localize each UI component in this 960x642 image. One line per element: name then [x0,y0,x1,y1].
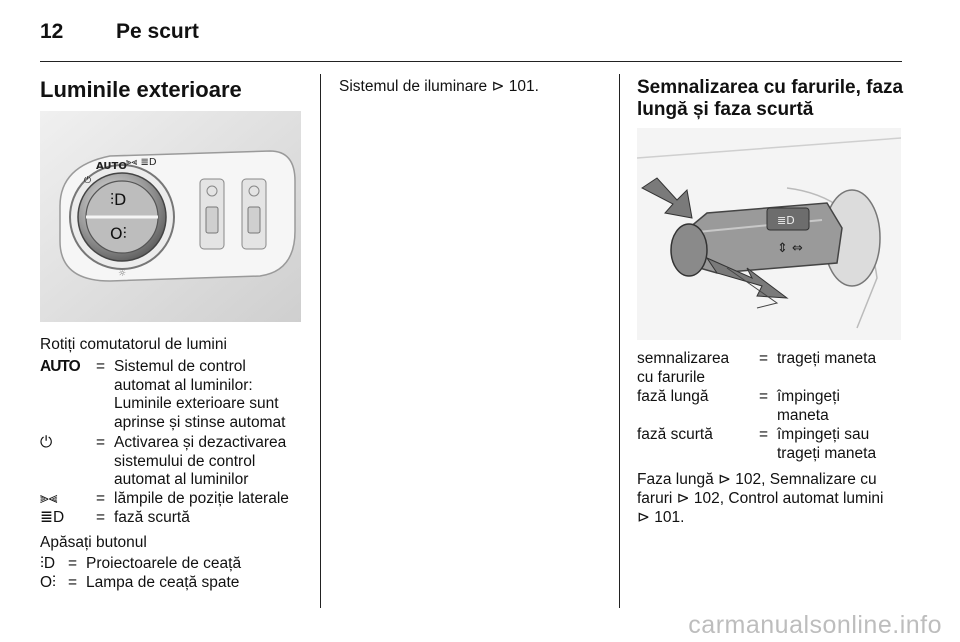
power-icon: ⏻ [40,434,53,451]
svg-text:⇕ ⇔: ⇕ ⇔ [777,241,803,256]
page-header [40,20,199,44]
svg-text:⫸⫷ ≣D: ⫸⫷ ≣D [126,157,157,168]
definition-row [40,434,320,490]
stalk-definitions [637,350,901,464]
auto-term: AUTO [40,358,80,375]
equals-sign: = [96,490,106,507]
definition-term: fază scurtă [637,426,713,443]
low-beam-icon: ≣D [40,509,65,526]
definition-text: trageți maneta [777,350,877,367]
watermark: carmanualsonline.info [688,611,942,639]
column-divider-2 [619,74,620,608]
equals-sign: = [68,574,78,591]
stalk-figure [637,128,901,340]
press-instruction: Apăsați butonul [40,534,147,551]
section-title: Pe scurt [116,20,199,43]
header-rule [40,61,902,62]
equals-sign: = [96,434,106,451]
rotate-instruction: Rotiți comutatorul de lumini [40,336,227,353]
headlight-section-heading: Semnalizarea cu farurile, faza lungă și faza scurtă [637,77,904,120]
definition-text: fază scurtă [114,509,190,526]
definition-text: Sistemul de control automat al luminilor: Luminile exterioare sunt aprinse și stinse automat [114,358,286,431]
definition-term: semnalizarea cu farurile [637,350,730,386]
definition-text: împingeți sau trageți maneta [777,426,877,462]
press-definitions [40,555,320,593]
definition-text: Activarea și dezactivarea sistemului de control automat al luminilor [114,434,287,488]
definition-row [637,350,901,388]
equals-sign: = [759,426,769,443]
page-number: 12 [40,20,64,43]
cross-references: Faza lungă ⊳ 102, Semnalizare cu faruri ⊳ 102, Control automat lumini ⊳ 101. [637,471,884,526]
definition-row [40,555,320,574]
definition-term: fază lungă [637,388,709,405]
front-fog-icon: ⫶D [40,555,56,572]
rotate-definitions [40,358,320,528]
column-divider-1 [320,74,321,608]
definition-row [40,358,320,434]
equals-sign: = [96,358,106,375]
equals-sign: = [68,555,78,572]
section-heading: Luminile exterioare [40,77,242,102]
auto-label: AUTO [96,161,127,172]
definition-row [637,426,901,464]
definition-row [40,490,320,509]
definition-row [40,574,320,593]
side-lamps-icon: ⫸⫷ [40,490,58,507]
lighting-system-reference: Sistemul de iluminare ⊳ 101. [339,78,539,95]
svg-text:O⫶: O⫶ [110,224,127,243]
rear-fog-icon: O⫶ [40,574,56,591]
equals-sign: = [96,509,106,526]
definition-text: Proiectoarele de ceață [86,555,242,572]
svg-text:☼: ☼ [118,269,127,279]
svg-text:⫶D: ⫶D [110,190,127,209]
definition-text: împingeți maneta [777,388,840,424]
definition-text: Lampa de ceață spate [86,574,240,591]
equals-sign: = [759,388,769,405]
light-switch-figure [40,111,301,322]
definition-row [40,509,320,528]
svg-text:⏻: ⏻ [84,176,92,186]
equals-sign: = [759,350,769,367]
light-switch-illustration [40,111,301,322]
definition-row [637,388,901,426]
svg-text:≣D: ≣D [777,214,795,227]
turn-stalk-illustration [637,128,901,340]
definition-text: lămpile de poziție laterale [114,490,289,507]
